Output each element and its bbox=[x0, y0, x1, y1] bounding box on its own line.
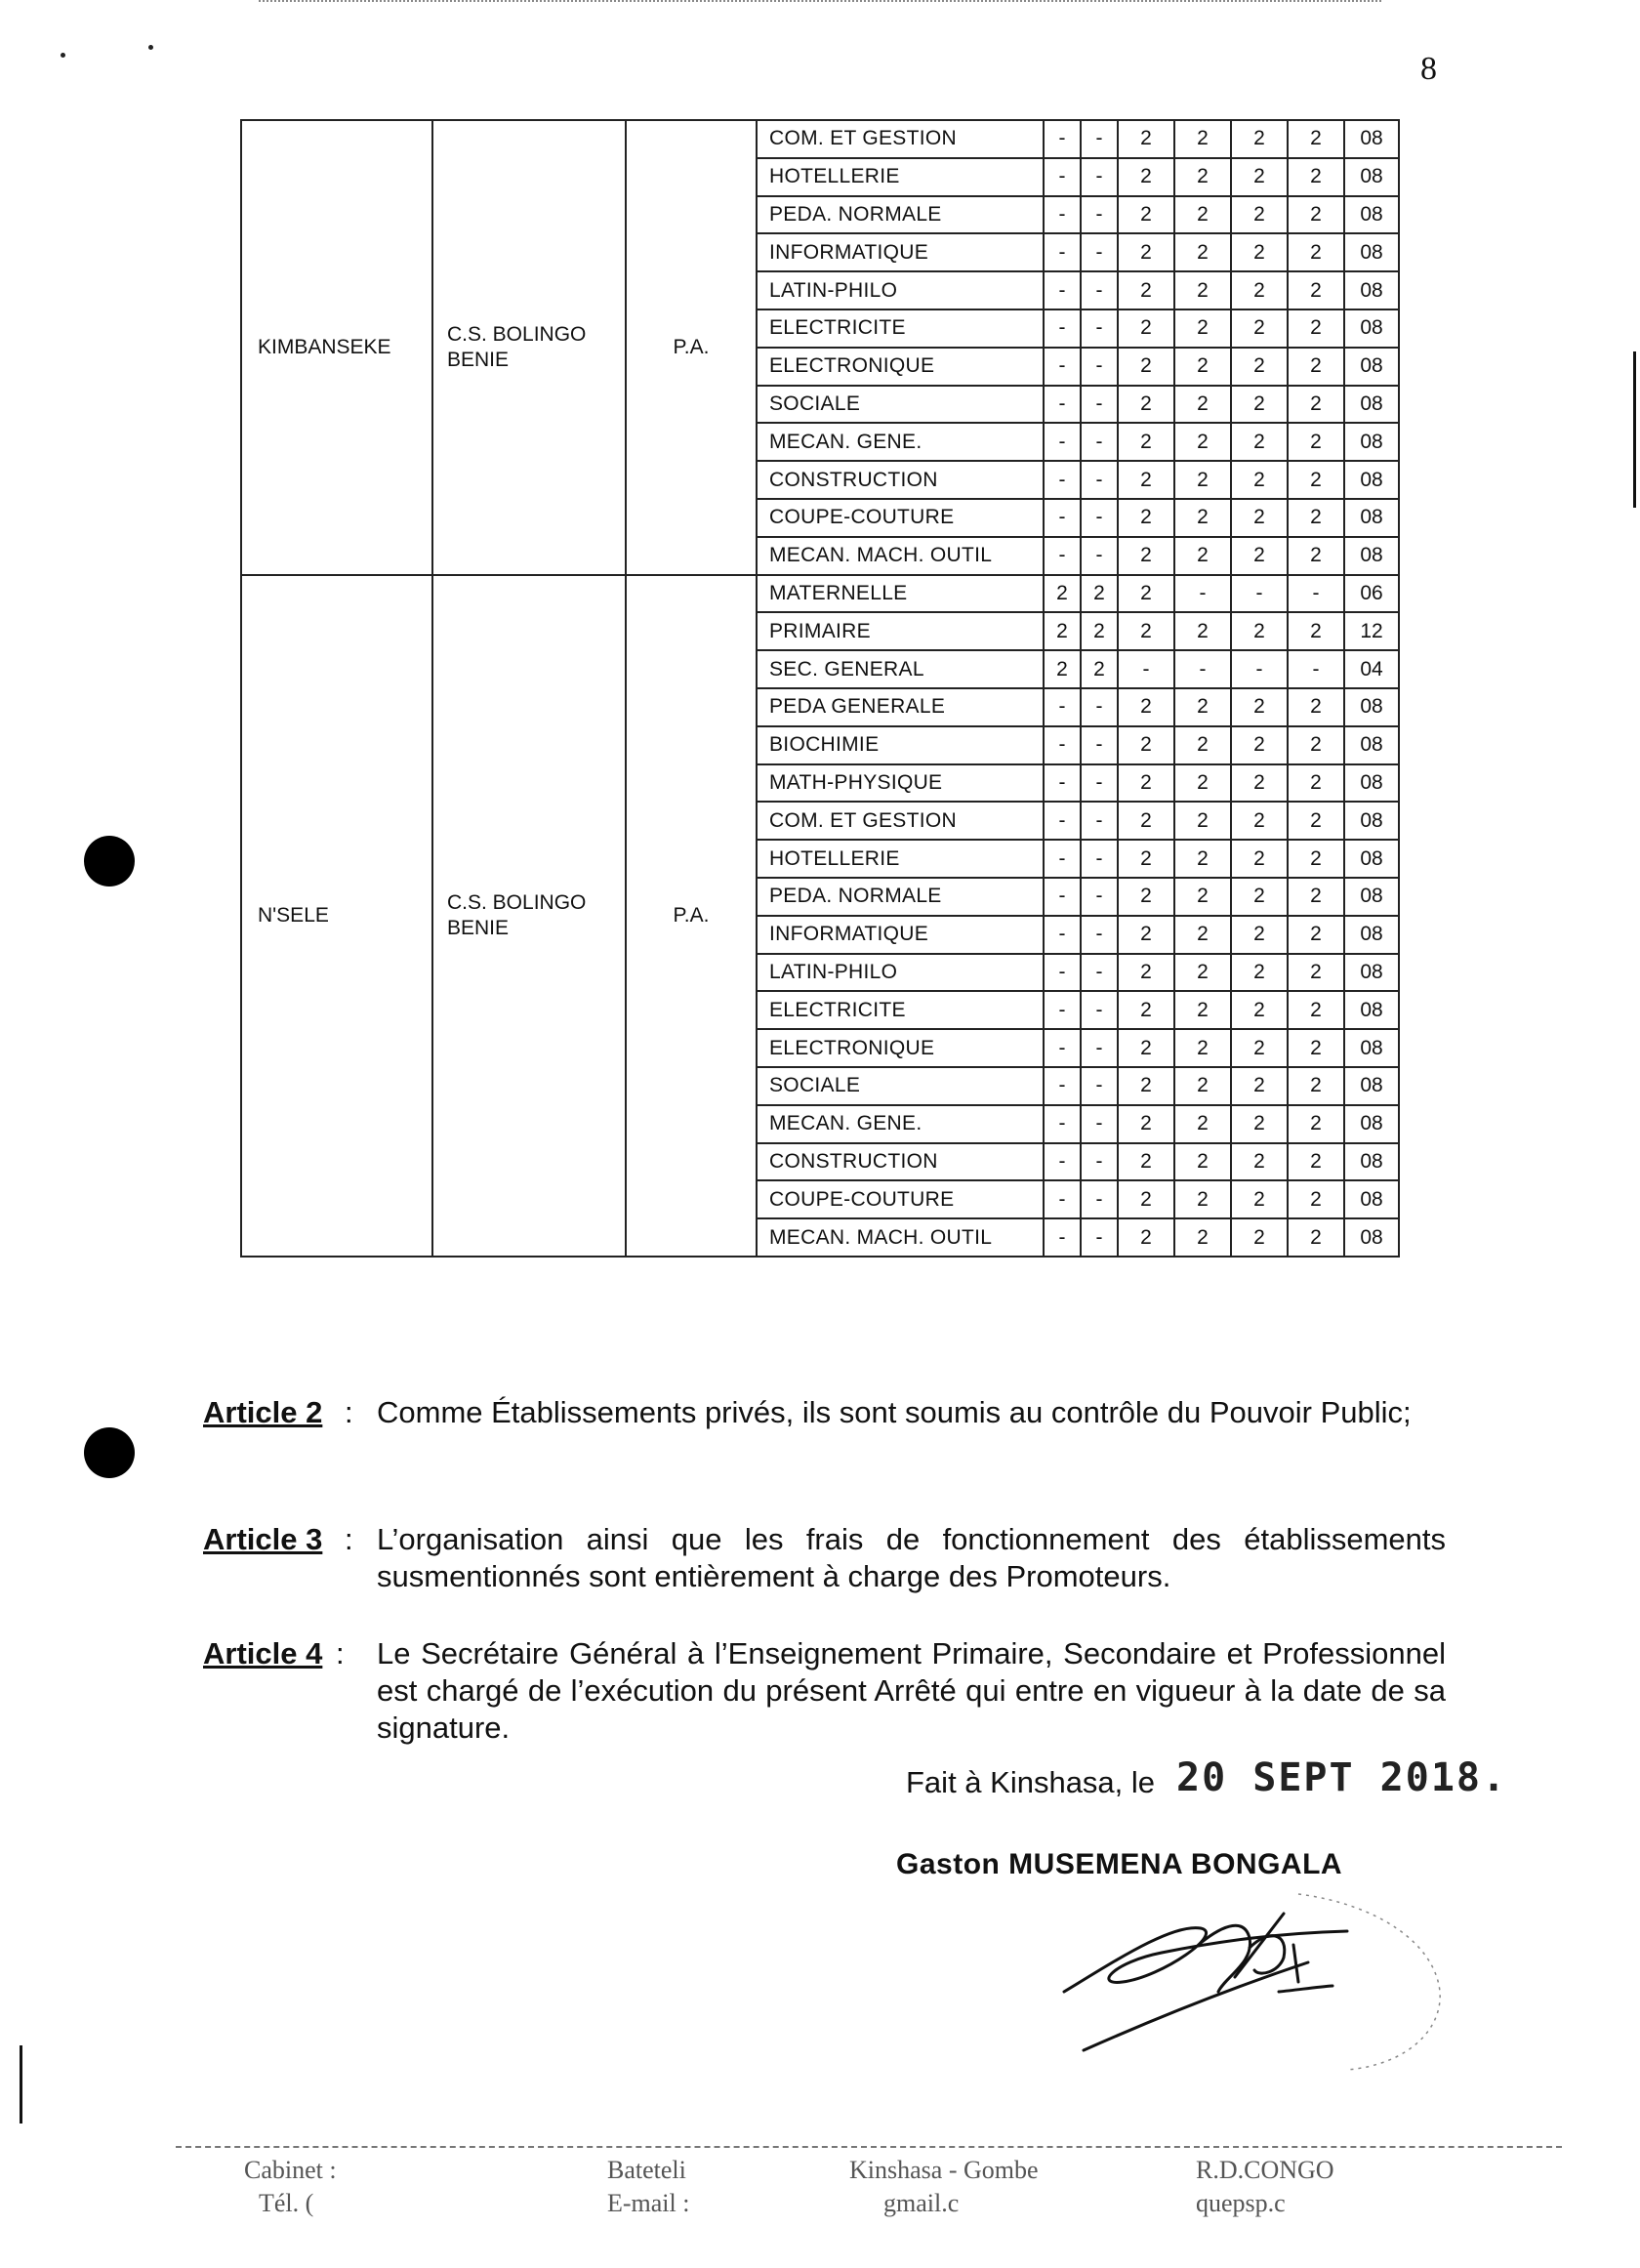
class-count-cell: 2 bbox=[1174, 764, 1231, 803]
class-count-cell: 2 bbox=[1174, 954, 1231, 992]
class-count-cell: 2 bbox=[1288, 309, 1344, 348]
class-count-cell: 2 bbox=[1288, 726, 1344, 764]
total-cell: 08 bbox=[1344, 991, 1399, 1029]
class-count-cell: 2 bbox=[1288, 233, 1344, 271]
total-cell: 08 bbox=[1344, 196, 1399, 234]
class-count-cell: - bbox=[1044, 1180, 1081, 1218]
class-count-cell: 2 bbox=[1231, 1218, 1288, 1257]
total-cell: 08 bbox=[1344, 271, 1399, 309]
class-count-cell: 2 bbox=[1288, 386, 1344, 424]
class-count-cell: 2 bbox=[1231, 423, 1288, 461]
total-cell: 08 bbox=[1344, 1029, 1399, 1067]
class-count-cell: 2 bbox=[1174, 271, 1231, 309]
total-cell: 08 bbox=[1344, 1067, 1399, 1105]
class-count-cell: - bbox=[1081, 1067, 1118, 1105]
article-text: Comme Établissements privés, ils sont soumis au contrôle du Pouvoir Public; bbox=[377, 1395, 1412, 1429]
class-count-cell: 2 bbox=[1288, 348, 1344, 386]
article-label: Article 2 bbox=[203, 1395, 323, 1429]
regime-cell: P.A. bbox=[626, 575, 757, 1257]
class-count-cell: - bbox=[1081, 271, 1118, 309]
option-cell: PRIMAIRE bbox=[757, 612, 1044, 650]
class-count-cell: - bbox=[1044, 1143, 1081, 1181]
schools-table bbox=[240, 119, 1400, 1258]
footer-email-1: gmail.c bbox=[883, 2189, 960, 2217]
option-cell: MECAN. GENE. bbox=[757, 423, 1044, 461]
class-count-cell: - bbox=[1044, 878, 1081, 916]
top-scan-edge bbox=[259, 0, 1381, 6]
punch-hole bbox=[84, 836, 135, 887]
class-count-cell: 2 bbox=[1288, 688, 1344, 726]
class-count-cell: - bbox=[1231, 650, 1288, 688]
class-count-cell: 2 bbox=[1288, 991, 1344, 1029]
class-count-cell: 2 bbox=[1174, 878, 1231, 916]
class-count-cell: 2 bbox=[1118, 461, 1174, 499]
class-count-cell: - bbox=[1044, 386, 1081, 424]
class-count-cell: 2 bbox=[1288, 1105, 1344, 1143]
class-count-cell: 2 bbox=[1118, 840, 1174, 878]
total-cell: 12 bbox=[1344, 612, 1399, 650]
class-count-cell: 2 bbox=[1044, 575, 1081, 613]
class-count-cell: - bbox=[1044, 271, 1081, 309]
class-count-cell: - bbox=[1081, 688, 1118, 726]
class-count-cell: 2 bbox=[1231, 499, 1288, 537]
total-cell: 08 bbox=[1344, 309, 1399, 348]
class-count-cell: 2 bbox=[1118, 196, 1174, 234]
class-count-cell: - bbox=[1174, 575, 1231, 613]
class-count-cell: 2 bbox=[1288, 196, 1344, 234]
option-cell: SOCIALE bbox=[757, 1067, 1044, 1105]
class-count-cell: - bbox=[1081, 196, 1118, 234]
class-count-cell: 2 bbox=[1118, 688, 1174, 726]
class-count-cell: 2 bbox=[1174, 386, 1231, 424]
total-cell: 08 bbox=[1344, 537, 1399, 575]
class-count-cell: 2 bbox=[1231, 1105, 1288, 1143]
class-count-cell: 2 bbox=[1231, 612, 1288, 650]
class-count-cell: - bbox=[1044, 1218, 1081, 1257]
class-count-cell: - bbox=[1081, 916, 1118, 954]
class-count-cell: 2 bbox=[1118, 386, 1174, 424]
class-count-cell: 2 bbox=[1288, 612, 1344, 650]
class-count-cell: 2 bbox=[1174, 348, 1231, 386]
class-count-cell: 2 bbox=[1288, 764, 1344, 803]
class-count-cell: 2 bbox=[1231, 120, 1288, 158]
class-count-cell: 2 bbox=[1174, 423, 1231, 461]
class-count-cell: 2 bbox=[1081, 575, 1118, 613]
class-count-cell: 2 bbox=[1231, 537, 1288, 575]
total-cell: 08 bbox=[1344, 348, 1399, 386]
class-count-cell: 2 bbox=[1231, 1067, 1288, 1105]
class-count-cell: 2 bbox=[1174, 1105, 1231, 1143]
option-cell: COM. ET GESTION bbox=[757, 120, 1044, 158]
class-count-cell: - bbox=[1081, 461, 1118, 499]
option-cell: MECAN. MACH. OUTIL bbox=[757, 1218, 1044, 1257]
article-colon: : bbox=[345, 1522, 353, 1556]
option-cell: MATERNELLE bbox=[757, 575, 1044, 613]
class-count-cell: - bbox=[1044, 120, 1081, 158]
scan-speck bbox=[148, 45, 153, 50]
total-cell: 08 bbox=[1344, 802, 1399, 840]
option-cell: PEDA. NORMALE bbox=[757, 878, 1044, 916]
class-count-cell: 2 bbox=[1288, 158, 1344, 196]
class-count-cell: 2 bbox=[1118, 878, 1174, 916]
option-cell: PEDA GENERALE bbox=[757, 688, 1044, 726]
class-count-cell: 2 bbox=[1174, 120, 1231, 158]
option-cell: ELECTRONIQUE bbox=[757, 348, 1044, 386]
class-count-cell: - bbox=[1044, 461, 1081, 499]
table-row bbox=[241, 120, 1399, 158]
class-count-cell: 2 bbox=[1118, 991, 1174, 1029]
class-count-cell: 2 bbox=[1081, 650, 1118, 688]
class-count-cell: - bbox=[1044, 840, 1081, 878]
school-cell: C.S. BOLINGO BENIE bbox=[432, 575, 626, 1257]
class-count-cell: 2 bbox=[1081, 612, 1118, 650]
class-count-cell: 2 bbox=[1174, 537, 1231, 575]
total-cell: 08 bbox=[1344, 1143, 1399, 1181]
class-count-cell: - bbox=[1044, 423, 1081, 461]
school-cell: C.S. BOLINGO BENIE bbox=[432, 120, 626, 575]
class-count-cell: 2 bbox=[1231, 1143, 1288, 1181]
class-count-cell: - bbox=[1081, 120, 1118, 158]
class-count-cell: 2 bbox=[1118, 802, 1174, 840]
class-count-cell: - bbox=[1044, 309, 1081, 348]
class-count-cell: - bbox=[1081, 1218, 1118, 1257]
place-date: Fait à Kinshasa, le bbox=[906, 1765, 1156, 1799]
class-count-cell: - bbox=[1118, 650, 1174, 688]
class-count-cell: 2 bbox=[1118, 348, 1174, 386]
punch-hole bbox=[84, 1427, 135, 1478]
class-count-cell: 2 bbox=[1288, 1180, 1344, 1218]
class-count-cell: 2 bbox=[1118, 1105, 1174, 1143]
class-count-cell: 2 bbox=[1174, 916, 1231, 954]
class-count-cell: - bbox=[1044, 499, 1081, 537]
class-count-cell: 2 bbox=[1231, 386, 1288, 424]
class-count-cell: - bbox=[1081, 954, 1118, 992]
class-count-cell: - bbox=[1044, 954, 1081, 992]
class-count-cell: - bbox=[1081, 764, 1118, 803]
class-count-cell: 2 bbox=[1288, 802, 1344, 840]
total-cell: 08 bbox=[1344, 158, 1399, 196]
class-count-cell: 2 bbox=[1044, 650, 1081, 688]
handwritten-signature bbox=[1054, 1884, 1464, 2080]
class-count-cell: 2 bbox=[1231, 348, 1288, 386]
class-count-cell: 2 bbox=[1231, 916, 1288, 954]
class-count-cell: 2 bbox=[1288, 1029, 1344, 1067]
class-count-cell: - bbox=[1044, 1067, 1081, 1105]
option-cell: ELECTRONIQUE bbox=[757, 1029, 1044, 1067]
class-count-cell: 2 bbox=[1118, 120, 1174, 158]
option-cell: MECAN. MACH. OUTIL bbox=[757, 537, 1044, 575]
total-cell: 08 bbox=[1344, 764, 1399, 803]
option-cell: ELECTRICITE bbox=[757, 991, 1044, 1029]
class-count-cell: 2 bbox=[1288, 1067, 1344, 1105]
total-cell: 08 bbox=[1344, 840, 1399, 878]
total-cell: 08 bbox=[1344, 688, 1399, 726]
class-count-cell: 2 bbox=[1231, 309, 1288, 348]
article-label: Article 3 bbox=[203, 1522, 323, 1556]
class-count-cell: 2 bbox=[1288, 1218, 1344, 1257]
class-count-cell: 2 bbox=[1118, 233, 1174, 271]
scan-edge-line bbox=[20, 2045, 22, 2124]
class-count-cell: 2 bbox=[1231, 461, 1288, 499]
class-count-cell: 2 bbox=[1288, 120, 1344, 158]
footer-email-2: quepsp.c bbox=[1196, 2189, 1286, 2217]
class-count-cell: 2 bbox=[1288, 537, 1344, 575]
class-count-cell: 2 bbox=[1174, 499, 1231, 537]
class-count-cell: 2 bbox=[1174, 461, 1231, 499]
class-count-cell: 2 bbox=[1174, 158, 1231, 196]
option-cell: ELECTRICITE bbox=[757, 309, 1044, 348]
class-count-cell: - bbox=[1081, 158, 1118, 196]
total-cell: 04 bbox=[1344, 650, 1399, 688]
article-3 bbox=[203, 1521, 1453, 1597]
class-count-cell: - bbox=[1174, 650, 1231, 688]
class-count-cell: 2 bbox=[1044, 612, 1081, 650]
footer-email-label: E-mail : bbox=[607, 2189, 690, 2217]
class-count-cell: - bbox=[1044, 537, 1081, 575]
option-cell: COM. ET GESTION bbox=[757, 802, 1044, 840]
class-count-cell: 2 bbox=[1174, 991, 1231, 1029]
class-count-cell: - bbox=[1081, 537, 1118, 575]
option-cell: HOTELLERIE bbox=[757, 158, 1044, 196]
class-count-cell: - bbox=[1081, 1180, 1118, 1218]
class-count-cell: - bbox=[1081, 991, 1118, 1029]
class-count-cell: 2 bbox=[1231, 271, 1288, 309]
total-cell: 08 bbox=[1344, 954, 1399, 992]
option-cell: INFORMATIQUE bbox=[757, 916, 1044, 954]
class-count-cell: - bbox=[1044, 233, 1081, 271]
commune-cell: N'SELE bbox=[241, 575, 432, 1257]
class-count-cell: - bbox=[1081, 1143, 1118, 1181]
class-count-cell: 2 bbox=[1174, 726, 1231, 764]
class-count-cell: - bbox=[1044, 688, 1081, 726]
footer-address: Bateteli bbox=[607, 2156, 686, 2184]
footer-rule bbox=[176, 2146, 1562, 2148]
class-count-cell: 2 bbox=[1118, 158, 1174, 196]
class-count-cell: - bbox=[1044, 1029, 1081, 1067]
class-count-cell: - bbox=[1044, 348, 1081, 386]
option-cell: MATH-PHYSIQUE bbox=[757, 764, 1044, 803]
class-count-cell: 2 bbox=[1288, 878, 1344, 916]
class-count-cell: - bbox=[1044, 764, 1081, 803]
class-count-cell: - bbox=[1231, 575, 1288, 613]
class-count-cell: 2 bbox=[1288, 954, 1344, 992]
class-count-cell: - bbox=[1044, 726, 1081, 764]
class-count-cell: 2 bbox=[1174, 1067, 1231, 1105]
class-count-cell: 2 bbox=[1118, 764, 1174, 803]
option-cell: BIOCHIMIE bbox=[757, 726, 1044, 764]
class-count-cell: 2 bbox=[1118, 612, 1174, 650]
class-count-cell: - bbox=[1081, 386, 1118, 424]
class-count-cell: 2 bbox=[1174, 1143, 1231, 1181]
class-count-cell: 2 bbox=[1174, 196, 1231, 234]
class-count-cell: 2 bbox=[1118, 1218, 1174, 1257]
class-count-cell: - bbox=[1044, 991, 1081, 1029]
stamp-date: 20 SEPT 2018. bbox=[1176, 1755, 1508, 1800]
class-count-cell: 2 bbox=[1118, 271, 1174, 309]
total-cell: 08 bbox=[1344, 726, 1399, 764]
class-count-cell: - bbox=[1044, 196, 1081, 234]
class-count-cell: 2 bbox=[1118, 309, 1174, 348]
commune-cell: KIMBANSEKE bbox=[241, 120, 432, 575]
option-cell: COUPE-COUTURE bbox=[757, 1180, 1044, 1218]
class-count-cell: 2 bbox=[1231, 840, 1288, 878]
class-count-cell: - bbox=[1288, 650, 1344, 688]
option-cell: HOTELLERIE bbox=[757, 840, 1044, 878]
class-count-cell: - bbox=[1081, 878, 1118, 916]
class-count-cell: - bbox=[1081, 499, 1118, 537]
class-count-cell: - bbox=[1044, 1105, 1081, 1143]
class-count-cell: 2 bbox=[1118, 499, 1174, 537]
class-count-cell: 2 bbox=[1288, 271, 1344, 309]
class-count-cell: 2 bbox=[1231, 196, 1288, 234]
class-count-cell: 2 bbox=[1288, 499, 1344, 537]
class-count-cell: 2 bbox=[1231, 802, 1288, 840]
option-cell: LATIN-PHILO bbox=[757, 271, 1044, 309]
total-cell: 08 bbox=[1344, 916, 1399, 954]
class-count-cell: 2 bbox=[1231, 688, 1288, 726]
page-number: 8 bbox=[1420, 51, 1437, 87]
article-label: Article 4 bbox=[203, 1636, 323, 1670]
class-count-cell: 2 bbox=[1118, 916, 1174, 954]
option-cell: CONSTRUCTION bbox=[757, 461, 1044, 499]
article-text: Le Secrétaire Général à l’Enseignement Primaire, Secondaire et Professionnel est chargé de l’exécution du présent Arrêté qui entre en vigueur à la date de sa signature. bbox=[377, 1636, 1446, 1745]
class-count-cell: 2 bbox=[1118, 1143, 1174, 1181]
class-count-cell: 2 bbox=[1174, 802, 1231, 840]
class-count-cell: - bbox=[1081, 726, 1118, 764]
total-cell: 08 bbox=[1344, 1180, 1399, 1218]
total-cell: 08 bbox=[1344, 1105, 1399, 1143]
class-count-cell: - bbox=[1081, 309, 1118, 348]
class-count-cell: 2 bbox=[1118, 423, 1174, 461]
class-count-cell: 2 bbox=[1174, 840, 1231, 878]
class-count-cell: 2 bbox=[1231, 954, 1288, 992]
scan-edge-line bbox=[1633, 351, 1636, 508]
class-count-cell: 2 bbox=[1118, 954, 1174, 992]
total-cell: 08 bbox=[1344, 423, 1399, 461]
article-text: L’organisation ainsi que les frais de fonctionnement des établissements susmentionnés sont entièrement à charge des Promoteurs. bbox=[377, 1522, 1446, 1593]
option-cell: COUPE-COUTURE bbox=[757, 499, 1044, 537]
article-4 bbox=[203, 1635, 1453, 1749]
class-count-cell: 2 bbox=[1174, 1029, 1231, 1067]
class-count-cell: - bbox=[1081, 233, 1118, 271]
class-count-cell: - bbox=[1288, 575, 1344, 613]
total-cell: 08 bbox=[1344, 233, 1399, 271]
class-count-cell: 2 bbox=[1174, 1218, 1231, 1257]
class-count-cell: 2 bbox=[1231, 764, 1288, 803]
table-row bbox=[241, 575, 1399, 613]
regime-cell: P.A. bbox=[626, 120, 757, 575]
footer-country: R.D.CONGO bbox=[1196, 2156, 1334, 2184]
class-count-cell: 2 bbox=[1231, 878, 1288, 916]
total-cell: 08 bbox=[1344, 499, 1399, 537]
class-count-cell: 2 bbox=[1288, 1143, 1344, 1181]
footer-city: Kinshasa - Gombe bbox=[849, 2156, 1039, 2184]
total-cell: 08 bbox=[1344, 878, 1399, 916]
total-cell: 08 bbox=[1344, 1218, 1399, 1257]
class-count-cell: 2 bbox=[1288, 461, 1344, 499]
class-count-cell: 2 bbox=[1118, 1180, 1174, 1218]
class-count-cell: 2 bbox=[1174, 612, 1231, 650]
signer-name: Gaston MUSEMENA BONGALA bbox=[896, 1848, 1343, 1880]
class-count-cell: 2 bbox=[1288, 423, 1344, 461]
class-count-cell: 2 bbox=[1118, 726, 1174, 764]
total-cell: 08 bbox=[1344, 461, 1399, 499]
class-count-cell: 2 bbox=[1118, 575, 1174, 613]
total-cell: 08 bbox=[1344, 120, 1399, 158]
option-cell: MECAN. GENE. bbox=[757, 1105, 1044, 1143]
class-count-cell: - bbox=[1081, 840, 1118, 878]
option-cell: PEDA. NORMALE bbox=[757, 196, 1044, 234]
option-cell: SOCIALE bbox=[757, 386, 1044, 424]
article-colon: : bbox=[345, 1395, 353, 1429]
class-count-cell: 2 bbox=[1231, 158, 1288, 196]
class-count-cell: 2 bbox=[1118, 1067, 1174, 1105]
option-cell: CONSTRUCTION bbox=[757, 1143, 1044, 1181]
class-count-cell: - bbox=[1081, 1029, 1118, 1067]
class-count-cell: 2 bbox=[1118, 537, 1174, 575]
class-count-cell: - bbox=[1081, 1105, 1118, 1143]
class-count-cell: - bbox=[1044, 158, 1081, 196]
footer-cabinet: Cabinet : bbox=[244, 2156, 337, 2184]
option-cell: INFORMATIQUE bbox=[757, 233, 1044, 271]
class-count-cell: 2 bbox=[1231, 1180, 1288, 1218]
class-count-cell: 2 bbox=[1174, 309, 1231, 348]
total-cell: 08 bbox=[1344, 386, 1399, 424]
class-count-cell: - bbox=[1081, 348, 1118, 386]
class-count-cell: 2 bbox=[1174, 233, 1231, 271]
class-count-cell: - bbox=[1044, 802, 1081, 840]
class-count-cell: 2 bbox=[1231, 991, 1288, 1029]
class-count-cell: 2 bbox=[1288, 840, 1344, 878]
class-count-cell: - bbox=[1044, 916, 1081, 954]
class-count-cell: - bbox=[1081, 802, 1118, 840]
total-cell: 06 bbox=[1344, 575, 1399, 613]
class-count-cell: - bbox=[1081, 423, 1118, 461]
option-cell: LATIN-PHILO bbox=[757, 954, 1044, 992]
class-count-cell: 2 bbox=[1118, 1029, 1174, 1067]
class-count-cell: 2 bbox=[1288, 916, 1344, 954]
class-count-cell: 2 bbox=[1231, 726, 1288, 764]
footer-tel: Tél. ( bbox=[259, 2189, 314, 2217]
class-count-cell: 2 bbox=[1174, 688, 1231, 726]
article-colon: : bbox=[336, 1636, 345, 1670]
class-count-cell: 2 bbox=[1231, 1029, 1288, 1067]
article-2 bbox=[203, 1394, 1453, 1470]
class-count-cell: 2 bbox=[1231, 233, 1288, 271]
option-cell: SEC. GENERAL bbox=[757, 650, 1044, 688]
scan-speck bbox=[61, 53, 65, 58]
class-count-cell: 2 bbox=[1174, 1180, 1231, 1218]
